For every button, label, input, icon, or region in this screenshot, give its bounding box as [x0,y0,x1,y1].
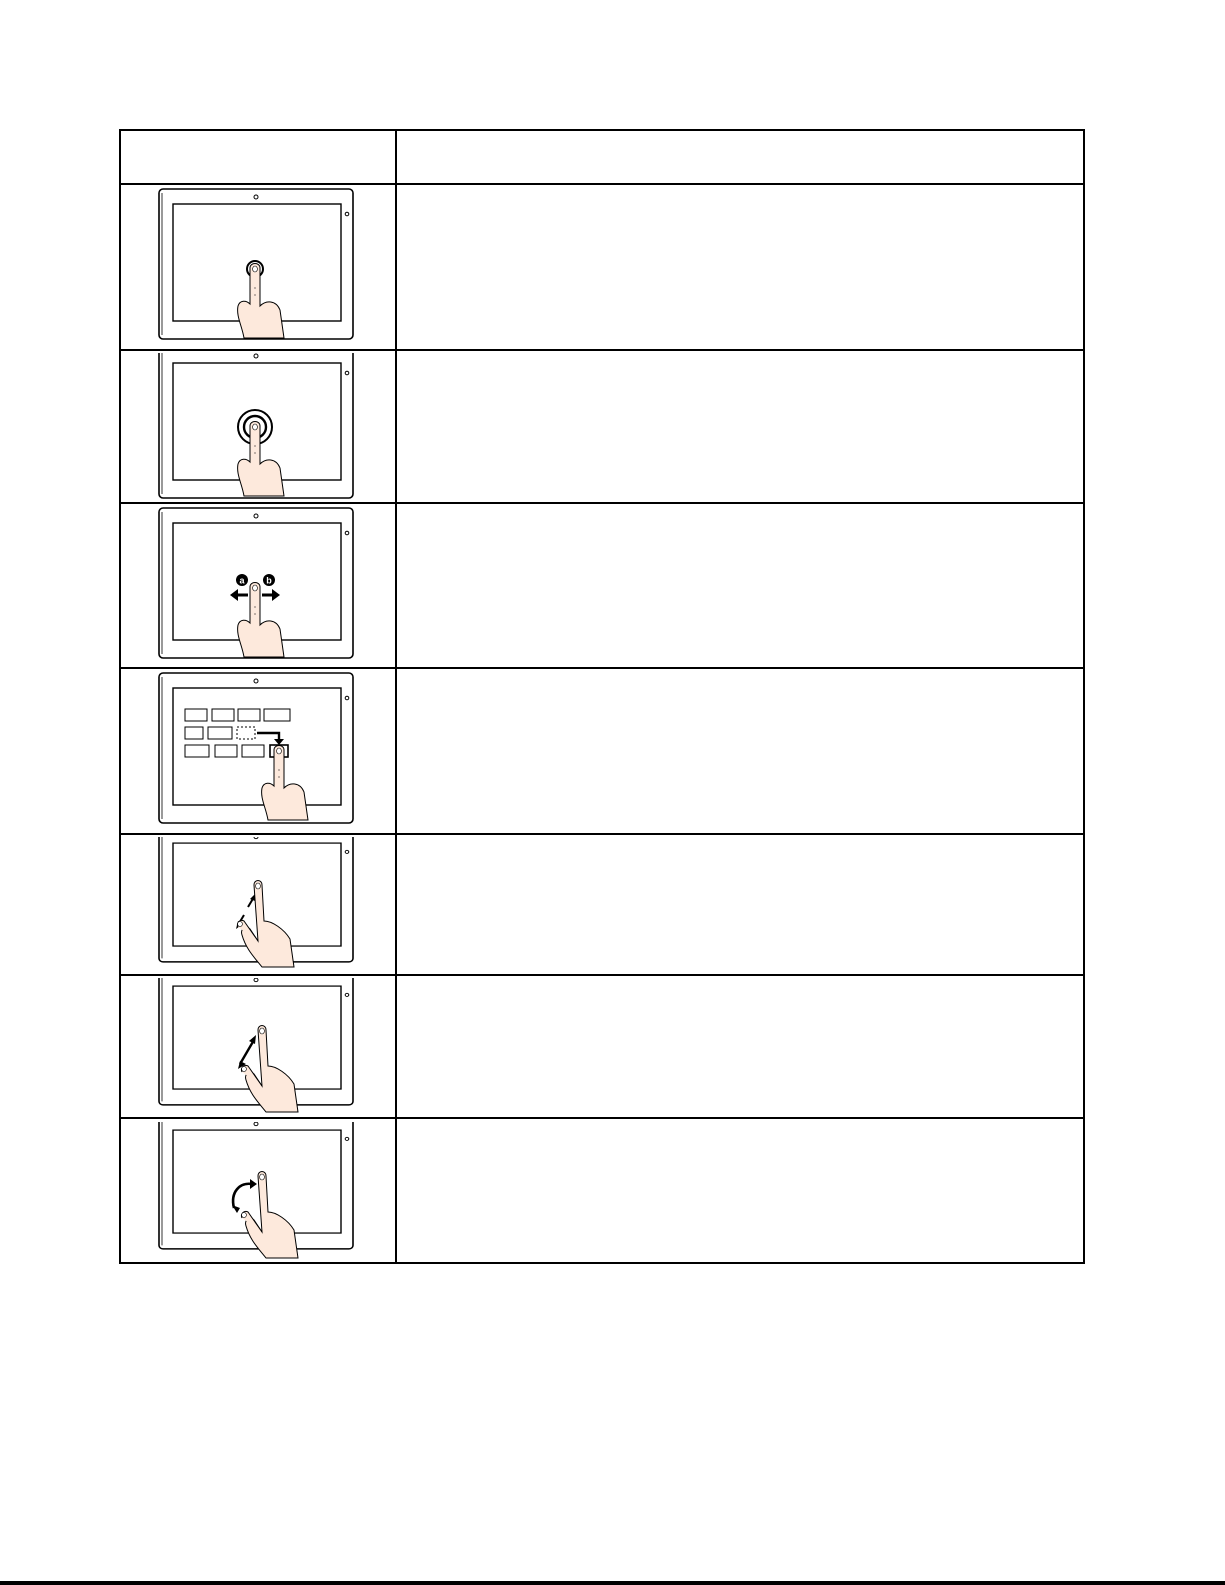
gesture-illustration [120,184,396,350]
gesture-description [396,503,1084,668]
callout-b-label: b [266,575,272,585]
table-row [120,834,1084,975]
table-row [120,668,1084,834]
table-row [120,350,1084,503]
gesture-illustration [120,350,396,503]
tap-and-hold-icon [158,353,358,501]
callout-a-label: a [239,575,245,585]
touch-gestures-table [119,129,1085,1264]
header-description [396,130,1084,184]
drag-item-icon [158,672,358,830]
table-row [120,975,1084,1118]
pinch-close-icon [158,837,358,973]
tap-icon [158,188,358,346]
gesture-illustration [120,668,396,834]
gesture-description [396,834,1084,975]
gesture-illustration [120,503,396,668]
gesture-description [396,1118,1084,1263]
table-row [120,503,1084,668]
header-row [120,130,1084,184]
gesture-illustration [120,975,396,1118]
gesture-description [396,350,1084,503]
gesture-description [396,668,1084,834]
table-row [120,1118,1084,1263]
header-gesture [120,130,396,184]
gesture-description [396,975,1084,1118]
gesture-illustration [120,1118,396,1263]
gesture-illustration [120,834,396,975]
rotate-icon [158,1122,358,1260]
slide-left-right-icon [158,507,358,665]
table-row [120,184,1084,350]
page-bottom-rule [0,1581,1225,1585]
stretch-apart-icon [158,978,358,1116]
gesture-description [396,184,1084,350]
